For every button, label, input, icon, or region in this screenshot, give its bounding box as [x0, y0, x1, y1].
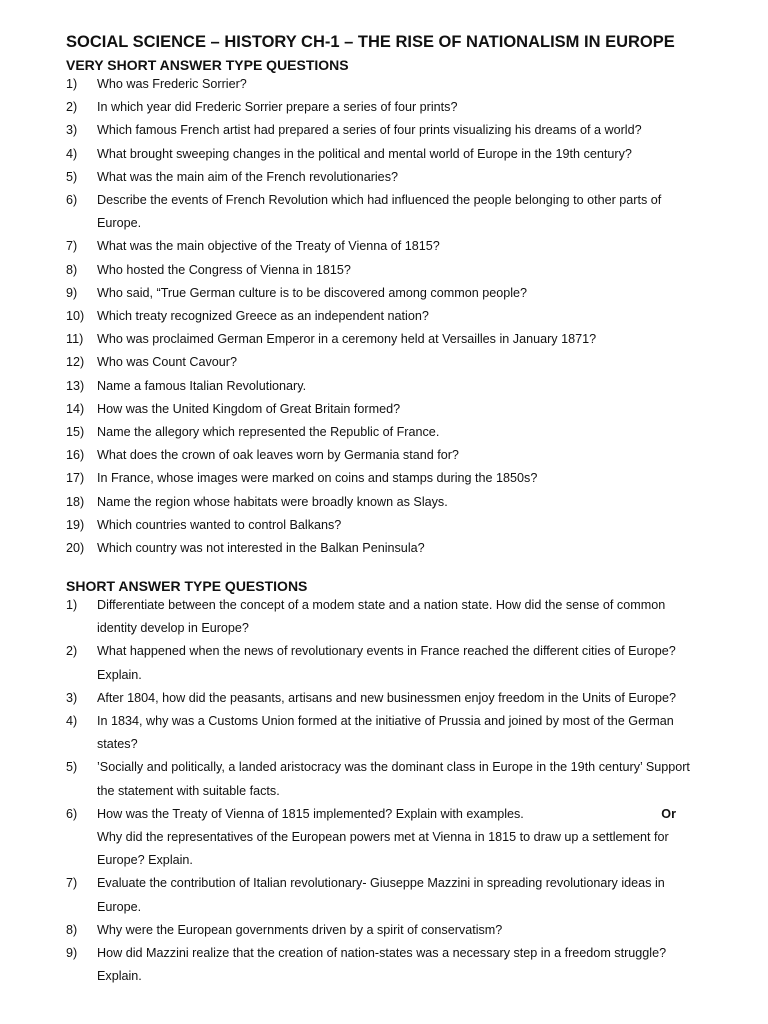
- question-number: 19): [66, 517, 85, 532]
- question-item: [66, 119, 706, 142]
- question-number: 4): [66, 714, 78, 729]
- question-text: Who was proclaimed German Emperor in a ceremony held at Versailles in January 1871?: [97, 332, 597, 347]
- question-item: [66, 444, 706, 467]
- question-item: [66, 514, 706, 537]
- question-number: 6): [66, 193, 78, 208]
- very-short-heading: VERY SHORT ANSWER TYPE QUESTIONS: [66, 57, 349, 73]
- question-text: Evaluate the contribution of Italian revolutionary- Giuseppe Mazzini in spreading revolutionary ideas in Europe.: [97, 876, 665, 914]
- question-number: 16): [66, 448, 85, 463]
- question-text: Name a famous Italian Revolutionary.: [97, 378, 307, 393]
- question-text: Which famous French artist had prepared a series of four prints visualizing his dreams of a world?: [97, 123, 642, 138]
- question-item: [66, 640, 706, 686]
- question-number: 20): [66, 541, 85, 556]
- question-item: [66, 756, 706, 802]
- question-item: [66, 143, 706, 166]
- question-number: 12): [66, 355, 85, 370]
- question-number: 1): [66, 77, 78, 91]
- question-text: After 1804, how did the peasants, artisans and new businessmen enjoy freedom in the Units of Europe?: [97, 690, 676, 705]
- question-item: [66, 687, 706, 710]
- question-item: [66, 491, 706, 514]
- question-text: ’Socially and politically, a landed aristocracy was the dominant class in Europe in the 19th century’ Support the statement with suitable facts.: [97, 760, 690, 798]
- question-item: [66, 282, 706, 305]
- question-item: [66, 919, 706, 942]
- question-text: Differentiate between the concept of a modem state and a nation state. How did the sense of common identity develop in Europe?: [97, 598, 666, 636]
- question-item: [66, 73, 706, 96]
- question-item: [66, 942, 706, 988]
- question-item: [66, 351, 706, 374]
- question-item: [66, 803, 706, 873]
- question-number: 15): [66, 425, 85, 440]
- question-text: How was the Treaty of Vienna of 1815 implemented? Explain with examples.: [97, 806, 524, 821]
- question-item: [66, 537, 706, 560]
- question-number: 10): [66, 309, 85, 324]
- question-number: 9): [66, 285, 78, 300]
- question-item: [66, 328, 706, 351]
- or-label: Or: [661, 806, 676, 821]
- question-text-group: [97, 803, 706, 873]
- short-question-list: [66, 594, 706, 988]
- question-text: Name the region whose habitats were broadly known as Slays.: [97, 494, 448, 509]
- question-number: 5): [66, 760, 78, 775]
- question-text: In 1834, why was a Customs Union formed at the initiative of Prussia and joined by most of the German states?: [97, 714, 674, 752]
- question-number: 9): [66, 946, 78, 961]
- question-number: 2): [66, 100, 78, 115]
- question-text: Why were the European governments driven by a spirit of conservatism?: [97, 922, 503, 937]
- question-text: What does the crown of oak leaves worn by Germania stand for?: [97, 448, 459, 463]
- question-text: How was the United Kingdom of Great Britain formed?: [97, 401, 401, 416]
- question-item: [66, 594, 706, 640]
- question-text: Which country was not interested in the Balkan Peninsula?: [97, 541, 425, 556]
- question-text: Who hosted the Congress of Vienna in 1815?: [97, 262, 351, 277]
- question-number: 7): [66, 239, 78, 254]
- question-number: 1): [66, 598, 78, 612]
- question-text: Which treaty recognized Greece as an independent nation?: [97, 309, 429, 324]
- question-number: 11): [66, 332, 84, 347]
- question-text: What was the main objective of the Treaty of Vienna of 1815?: [97, 239, 440, 254]
- question-item: [66, 189, 706, 235]
- question-item: [66, 872, 706, 918]
- question-text: What happened when the news of revolutionary events in France reached the different cities of Europe? Explain.: [97, 644, 676, 682]
- question-text: Who said, “True German culture is to be discovered among common people?: [97, 285, 528, 300]
- page-title: SOCIAL SCIENCE – HISTORY CH-1 – THE RISE OF NATIONALISM IN EUROPE: [66, 33, 675, 51]
- question-number: 14): [66, 401, 85, 416]
- question-number: 5): [66, 169, 78, 184]
- question-number: 6): [66, 806, 78, 821]
- question-text: In France, whose images were marked on coins and stamps during the 1850s?: [97, 471, 538, 486]
- question-text: In which year did Frederic Sorrier prepare a series of four prints?: [97, 100, 458, 115]
- question-text: What brought sweeping changes in the political and mental world of Europe in the 19th century?: [97, 146, 632, 161]
- question-text: How did Mazzini realize that the creation of nation-states was a necessary step in a freedom struggle? Explain.: [97, 946, 667, 984]
- very-short-question-list: [66, 73, 706, 560]
- question-alt-text: Why did the representatives of the European powers met at Vienna in 1815 to draw up a settlement for Europe? Explain.: [97, 830, 669, 868]
- question-item: [66, 375, 706, 398]
- question-item: [66, 467, 706, 490]
- question-number: 7): [66, 876, 78, 891]
- question-number: 3): [66, 123, 78, 138]
- question-item: [66, 235, 706, 258]
- question-item: [66, 710, 706, 756]
- question-text: Who was Frederic Sorrier?: [97, 77, 247, 91]
- question-number: 3): [66, 690, 78, 705]
- question-text: Who was Count Cavour?: [97, 355, 237, 370]
- question-text: What was the main aim of the French revolutionaries?: [97, 169, 398, 184]
- question-number: 2): [66, 644, 78, 659]
- short-heading: SHORT ANSWER TYPE QUESTIONS: [66, 578, 308, 594]
- question-number: 13): [66, 378, 85, 393]
- question-text: Which countries wanted to control Balkans?: [97, 517, 342, 532]
- question-number: 8): [66, 922, 78, 937]
- question-item: [66, 305, 706, 328]
- question-number: 18): [66, 494, 85, 509]
- question-item: [66, 259, 706, 282]
- question-text: Describe the events of French Revolution which had influenced the people belonging to other parts of Europe.: [97, 193, 662, 231]
- question-item: [66, 421, 706, 444]
- question-text: Name the allegory which represented the Republic of France.: [97, 425, 440, 440]
- question-item: [66, 166, 706, 189]
- question-number: 8): [66, 262, 78, 277]
- question-number: 17): [66, 471, 85, 486]
- question-number: 4): [66, 146, 78, 161]
- question-item: [66, 96, 706, 119]
- question-item: [66, 398, 706, 421]
